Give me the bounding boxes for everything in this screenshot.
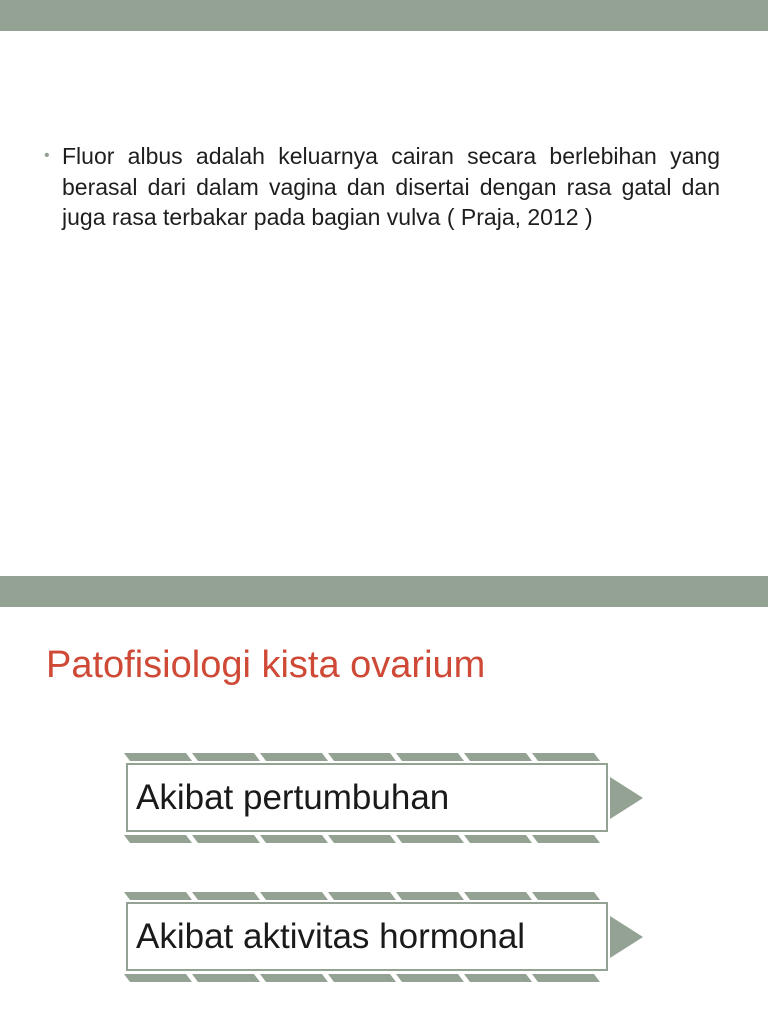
bullet-text: Fluor albus adalah keluarnya cairan secara berlebihan yang berasal dari dalam vagina dan disertai dengan rasa gatal dan juga rasa terbakar pada bagian vulva ( Praja, 2012 ) [62,143,720,230]
process-label: Akibat aktivitas hormonal [136,916,526,956]
bullet-item [44,141,720,233]
process-label: Akibat pertumbuhan [136,777,450,817]
process-box [126,763,608,832]
slide-divider-band [0,576,768,607]
process-box [126,902,608,971]
slide-title: Patofisiologi kista ovarium [46,644,486,686]
process-item [124,892,644,982]
top-header-band [0,0,768,31]
bullet-dot-icon: • [44,147,50,164]
process-item [124,753,644,843]
